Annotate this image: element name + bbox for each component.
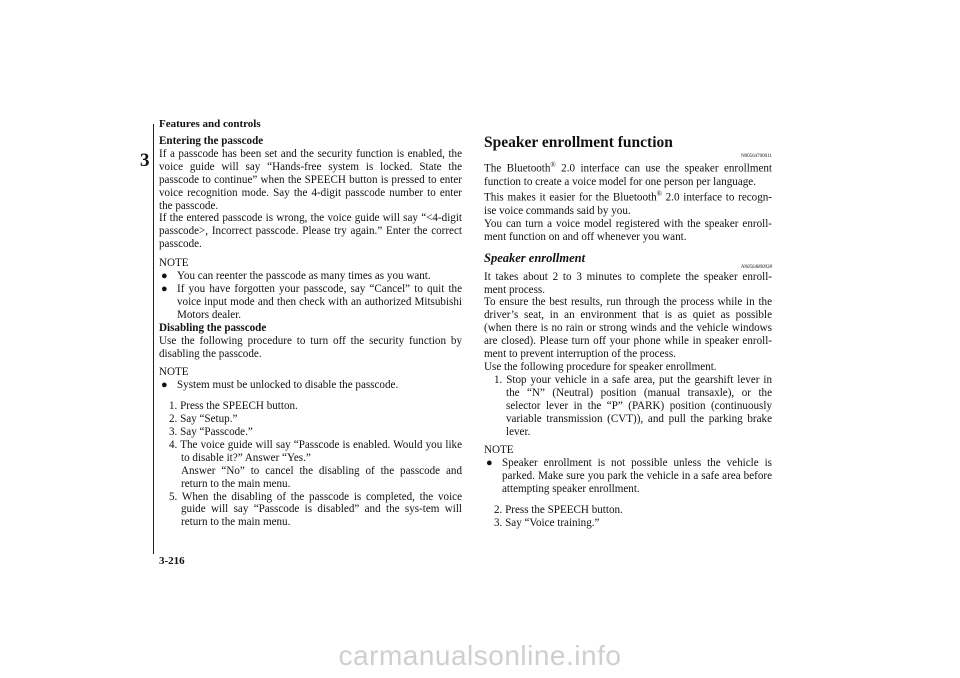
step-item: 2. Say “Setup.”	[169, 413, 238, 426]
step-item: 5. When the disabling of the passcode is completed, the voice guide will say “Passcode is disabled” and the sys-tem will return to the main menu.	[169, 490, 462, 529]
subsection-title: Speaker enrollment N00564800038	[484, 252, 772, 265]
enroll-paragraph-1: It takes about 2 to 3 minutes to complete the speaker enroll-ment process.	[484, 270, 772, 296]
enroll-paragraph-3: Use the following procedure for speaker enrollment.	[484, 360, 717, 373]
entering-paragraph-2: If the entered passcode is wrong, the voice guide will say “<4-digit passcode>, Incorrect passcode. Please try again.” Enter the correct passcode.	[159, 212, 462, 251]
step-item: 2. Press the SPEECH button.	[494, 504, 623, 517]
bullet-icon: ●	[161, 282, 168, 295]
step-4-continuation: Answer “No” to cancel the disabling of the passcode and return to the main menu.	[181, 464, 462, 490]
left-column	[159, 135, 462, 529]
note-bullet: ● Speaker enrollment is not possible unless the vehicle is parked. Make sure you park the vehicle in a safe area before attempting speaker enrollment.	[486, 457, 772, 496]
note-bullet: ● You can reenter the passcode as many times as you want.	[161, 270, 431, 283]
section-title: Speaker enrollment function N00564700011	[484, 137, 772, 150]
bullet-icon: ●	[161, 379, 168, 392]
intro-paragraph-2: This makes it easier for the Bluetooth® 2.0 interface to recogn-ise voice commands said by you.	[484, 190, 773, 217]
chapter-number: 3	[140, 150, 150, 171]
note-block-2	[159, 366, 462, 392]
note-block-3	[484, 444, 772, 496]
note-bullet: ● System must be unlocked to disable the passcode.	[161, 379, 399, 392]
step-item: 3. Say “Voice training.”	[494, 516, 600, 529]
step-item: 1. Press the SPEECH button.	[169, 400, 298, 413]
bullet-icon: ●	[161, 270, 168, 283]
right-column	[484, 134, 773, 530]
enroll-paragraph-2: To ensure the best results, run through the process while in the driver’s seat, in an environment that is as quiet as possible (when there is no rain or strong winds and the vehicle windows are closed). Please turn off your phone while in speaker enroll-ment to prevent interruption of the process.	[484, 296, 772, 361]
entering-paragraph-1: If a passcode has been set and the security function is enabled, the voice guide will say “Hands-free system is locked. State the passcode to continue” when the SPEECH button is pressed to enter voice recognition mode. Say the 4-digit passcode number to enter the passcode.	[159, 147, 462, 212]
note-bullet: ● If you have forgotten your passcode, say “Cancel” to quit the voice input mode and then check with an authorized Mitsubishi Motors dealer.	[161, 282, 462, 321]
chapter-rule	[153, 124, 154, 554]
subsection-code: N00564800038	[741, 264, 772, 270]
note-label: NOTE	[484, 444, 514, 457]
intro-paragraph-3: You can turn a voice model registered with the speaker enroll-ment function on and off whenever you want.	[484, 217, 772, 243]
bullet-icon: ●	[486, 457, 493, 470]
entering-passcode-title: Entering the passcode	[159, 135, 264, 147]
step-item: 1. Stop your vehicle in a safe area, put the gearshift lever in the “N” (Neutral) position (manual transaxle), or the selector lever in the “P” (PARK) position (continuously variable transmission (CVT)), and pull the parking brake lever.	[494, 373, 772, 438]
page-number: 3-216	[159, 555, 185, 567]
intro-paragraph-1: The Bluetooth® 2.0 interface can use the speaker enrollment function to create a voice model for one person per language.	[484, 160, 772, 188]
step-item: 4. The voice guide will say “Passcode is enabled. Would you like to disable it?” Answer “Yes.”	[169, 438, 462, 464]
note-block-1	[159, 257, 462, 322]
disabling-paragraph: Use the following procedure to turn off the security function by disabling the passcode.	[159, 334, 462, 360]
disabling-passcode-title: Disabling the passcode	[159, 321, 267, 334]
step-item: 3. Say “Passcode.”	[169, 426, 253, 439]
note-label: NOTE	[159, 257, 189, 270]
note-label: NOTE	[159, 366, 189, 379]
running-header: Features and controls	[159, 118, 261, 130]
section-code: N00564700011	[741, 154, 772, 159]
watermark: carmanualsonline.info	[338, 640, 622, 671]
